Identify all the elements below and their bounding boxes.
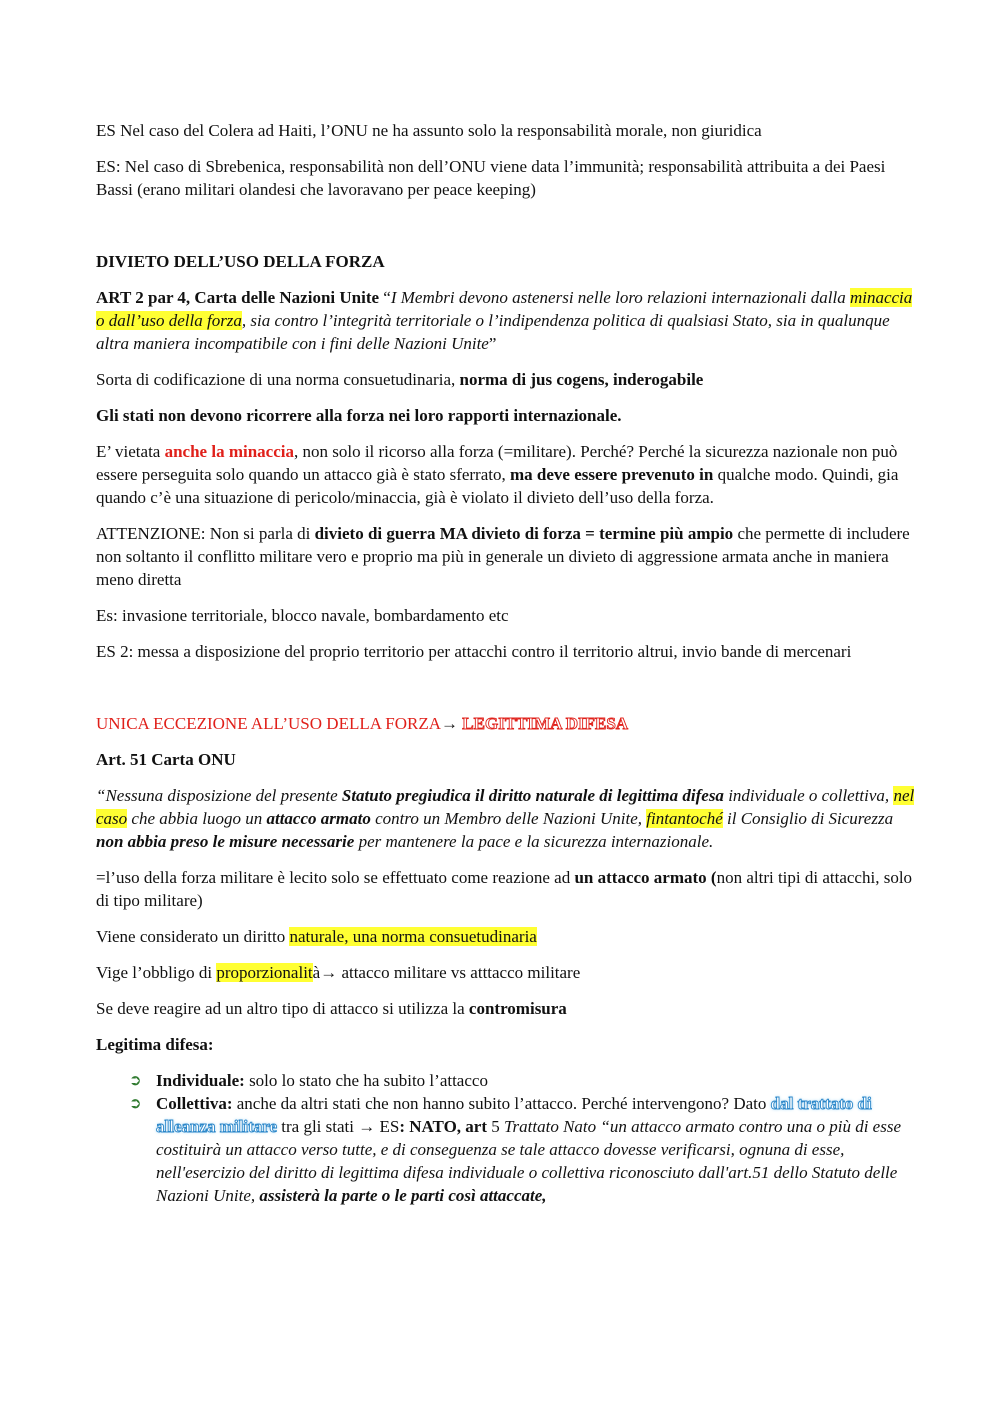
bullet-list bbox=[96, 1069, 916, 1207]
list-item-individuale: ➲ Individuale: solo lo stato che ha subito l’attacco bbox=[129, 1071, 488, 1090]
quote-art51: “Nessuna disposizione del presente Statuto pregiudica il diritto naturale di legittima difesa individuale o collettiva, nel caso che abbia luogo un attacco armato contro un Membro delle Nazioni Unite, fintantoché il Consiglio di Sicurezza non abbia preso le misure necessarie per mantenere la pace e la sicurezza internazionale. bbox=[96, 786, 915, 851]
paragraph-jus-cogens: Sorta di codificazione di una norma consuetudinaria, norma di jus cogens, inderogabile bbox=[96, 370, 704, 389]
paragraph-art2: ART 2 par 4, Carta delle Nazioni Unite “I Membri devono astenersi nelle loro relazioni internazionali dalla minaccia o dall’uso della forza, sia contro l’integrità territoriale o l’indipendenza politica di qualsiasi Stato, sia in qualunque altra maniera incompatibile con i fini delle Nazioni Unite” bbox=[96, 288, 913, 353]
paragraph-minaccia: E’ vietata anche la minaccia, non solo il ricorso alla forza (=militare). Perché? Perché la sicurezza nazionale non può essere perseguita solo quando un attacco già è stato sferrato, ma deve essere prevenuto in qualche modo. Quindi, gia quando c’è una situazione di pericolo/minaccia, già è violato il divieto dell’uso della forza. bbox=[96, 442, 899, 507]
legittima-difesa-title: LEGITTIMA DIFESA bbox=[462, 714, 629, 733]
highlight-minaccia: minaccia o dall’uso della forza bbox=[96, 288, 913, 330]
bullet-arrow-icon: ➲ bbox=[129, 1094, 142, 1112]
arrow-icon: → bbox=[441, 714, 463, 733]
bullet-arrow-icon: ➲ bbox=[129, 1071, 142, 1089]
paragraph-haiti: ES Nel caso del Colera ad Haiti, l’ONU ne ha assunto solo la responsabilità morale, non giuridica bbox=[96, 121, 762, 140]
paragraph-proporzionalita: Vige l’obbligo di proporzionalità→ attacco militare vs atttacco militare bbox=[96, 963, 581, 982]
arrow-icon: → bbox=[320, 963, 338, 982]
paragraph-attacco-armato: =l’uso della forza militare è lecito solo se effettuato come reazione ad un attacco armato (non altri tipi di attacchi, solo di tipo militare) bbox=[96, 868, 913, 910]
paragraph-diritto-naturale: Viene considerato un diritto naturale, una norma consuetudinaria bbox=[96, 927, 537, 946]
document-page bbox=[96, 119, 916, 1207]
paragraph-esempi: Es: invasione territoriale, blocco navale, bombardamento etc bbox=[96, 606, 509, 625]
art2-reference: ART 2 par 4, Carta delle Nazioni Unite bbox=[96, 288, 380, 307]
heading-legitima-difesa: Legitima difesa: bbox=[96, 1035, 214, 1054]
heading-art51: Art. 51 Carta ONU bbox=[96, 750, 236, 769]
paragraph-srebrenica: ES: Nel caso di Sbrebenica, responsabilità non dell’ONU viene data l’immunità; responsabilità attribuita a dei Paesi Bassi (erano militari olandesi che lavoravano per peace keeping) bbox=[96, 157, 886, 199]
paragraph-esempi-2: ES 2: messa a disposizione del proprio territorio per attacchi contro il territorio altrui, invio bande di mercenari bbox=[96, 642, 852, 661]
heading-unica-eccezione: UNICA ECCEZIONE ALL’USO DELLA FORZA→ LEGITTIMA DIFESA bbox=[96, 714, 629, 733]
paragraph-contromisura: Se deve reagire ad un altro tipo di attacco si utilizza la contromisura bbox=[96, 999, 567, 1018]
list-item-collettiva: ➲ Collettiva: anche da altri stati che non hanno subito l’attacco. Perché intervengono? Dato dal trattato di alleanza militare tra gli stati → ES: NATO, art 5 Trattato Nato “un attacco armato contro una o più di esse costituirà un attacco verso tutte, e di conseguenza se tale attacco dovesse verificarsi, ognuna di esse, nell'esercizio del diritto di legittima difesa individuale o collettiva riconosciuto dall'art.51 dello Statuto delle Nazioni Unite, assisterà la parte o le parti così attaccate, bbox=[129, 1094, 902, 1205]
arrow-icon: → bbox=[358, 1117, 380, 1136]
paragraph-stati-forza: Gli stati non devono ricorrere alla forza nei loro rapporti internazionale. bbox=[96, 406, 622, 425]
heading-divieto-forza: DIVIETO DELL’USO DELLA FORZA bbox=[96, 252, 385, 271]
paragraph-attenzione: ATTENZIONE: Non si parla di divieto di guerra MA divieto di forza = termine più ampio che permette di includere non soltanto il conflitto militare vero e proprio ma più in generale un divieto di aggressione armata anche in maniera meno diretta bbox=[96, 524, 910, 589]
trattato-alleanza-text: dal trattato di alleanza militare bbox=[156, 1094, 872, 1136]
